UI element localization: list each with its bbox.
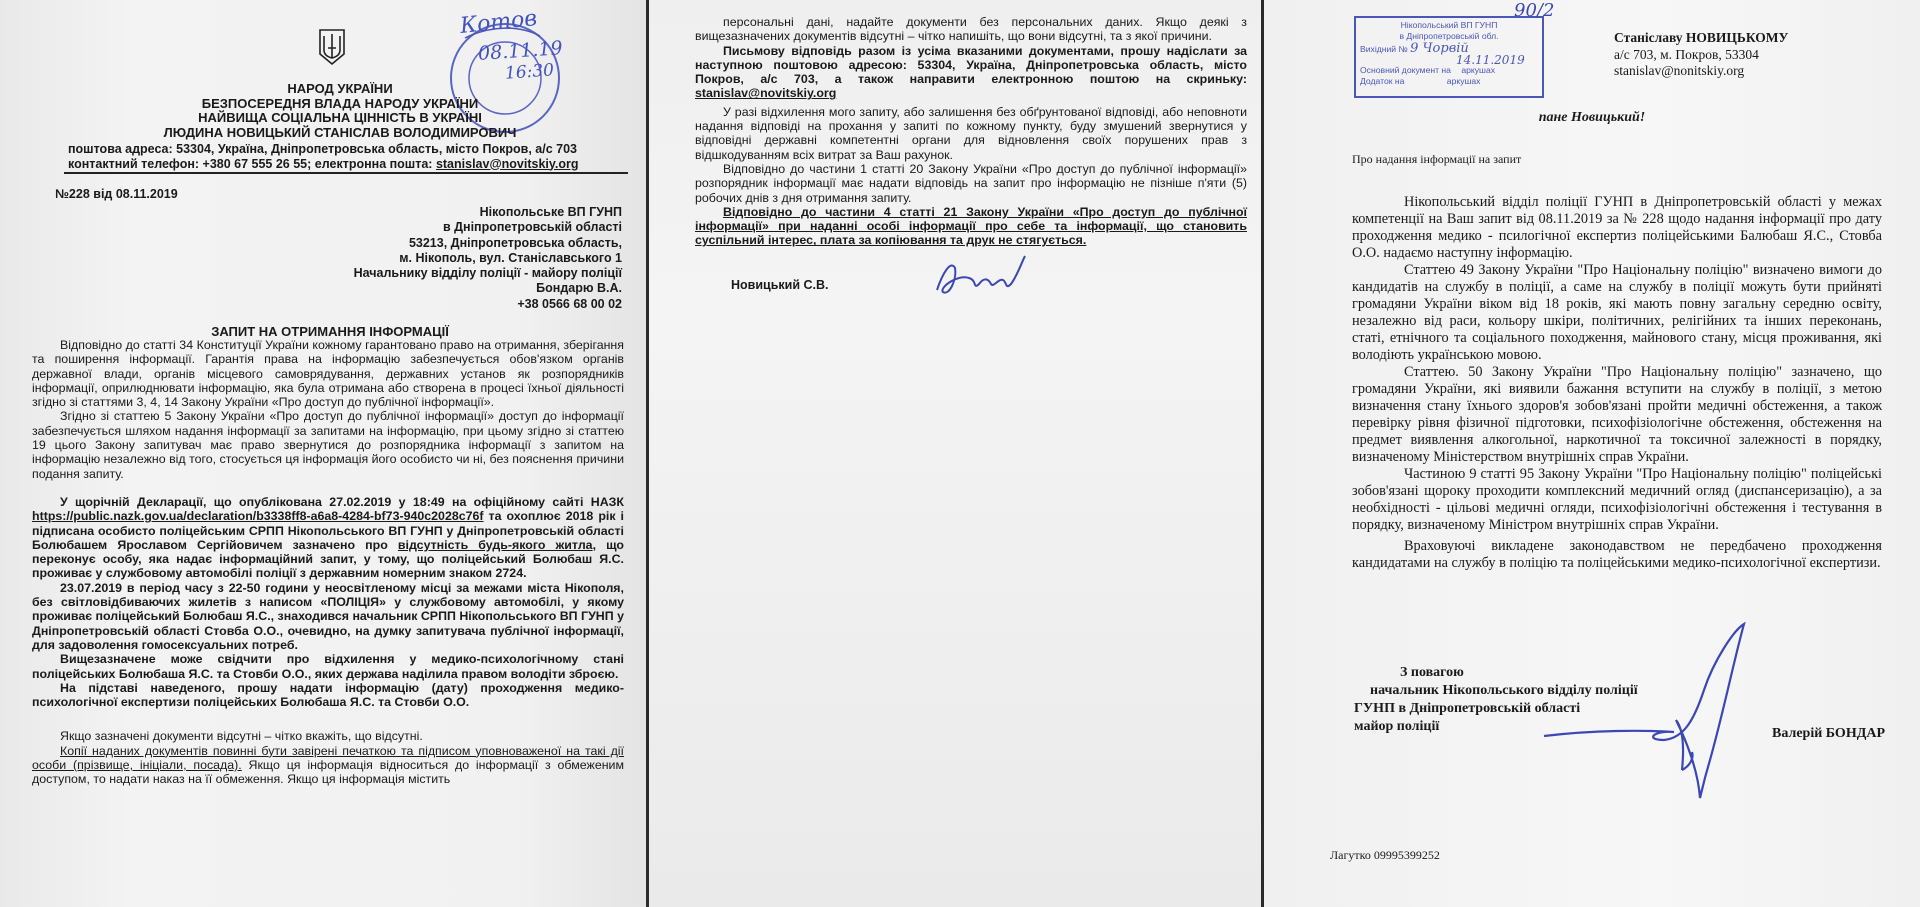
request-letter-page-2: [649, 0, 1261, 907]
handwritten-date: 08.11.19: [477, 37, 564, 65]
body-text: Якщо ця інформація відноситься до інформації з обмеженим доступом, то надати наказ на її обмеження. Якщо ця інформація містить: [32, 758, 624, 787]
declaration-emphasis: відсутність будь-якого житла: [397, 537, 593, 552]
postal-address: поштова адреса: 53304, Україна, Дніпропетровська область, місто Покров, а/с 703: [68, 142, 577, 156]
reply-address-text: Письмову відповідь разом із усіма вказаними документами, прошу надіслати за наступною поштовою адресою: 53304, Україна, Дніпропетровська область, місто Покров, а/с 703, а також направити електронною поштою на скриньку:: [695, 43, 1247, 87]
stamp-label: Вихідний №: [1360, 44, 1408, 54]
recipient-line: Бондарю В.А.: [536, 281, 622, 296]
sender-address: [68, 142, 628, 174]
registration-stamp: [1354, 16, 1544, 98]
request-body: [32, 338, 624, 787]
handwritten-reg-number: 90/2: [1514, 0, 1555, 21]
body-paragraph: На підставі наведеного, прошу надати інформацію (дату) проходження медико-психологічної експертизи поліцейських Болюбаша Я.С. та Стовби О.О.: [32, 680, 624, 710]
stamp-label: аркушах: [1446, 75, 1481, 86]
addressee-address: а/с 703, м. Покров, 53304: [1614, 46, 1759, 62]
signer-name: Валерій БОНДАР: [1772, 726, 1886, 741]
body-paragraph: 23.07.2019 в період часу з 22-50 години у неосвітленому місці за межами міста Нікополя, без світловідбиваючих жилетів з написом «ПОЛІЦІЯ» у службовому автомобілі, у якому проживає поліцейський Болюбаш Я.С., знаходився начальник СРПП Нікопольського ВП ГУНП у Дніпропетровській області Стовба О.О., очевидно, на думку запитувача публічної інформації, для задоволення гомосексуальних потреб.: [32, 580, 624, 652]
closing-line: З повагою: [1400, 665, 1464, 680]
body-paragraph: персональні дані, надайте документи без персональних даних. Якщо деякі з вищезазначених документів відсутні – чітко напишіть, що вони відсутні, та з якої причини.: [695, 15, 1247, 44]
reply-paragraph: Нікопольський відділ поліції ГУНП в Дніпропетровській області у межах компетенції на Ваш запит від 08.11.2019 за № 228 щодо надання інформації про дату проходження медико - псилогічної експертиз поліцейськими Балюбаш Я.С., Стовба О.О. надаємо наступну інформацію.: [1352, 194, 1882, 261]
reply-email-link[interactable]: stanislav@novitskiy.org: [695, 86, 837, 101]
reply-paragraph: Враховуючі викладене законодавством не передбачено проходження кандидатами на службу в поліцію та поліцейськими медико-психологічної експертизи.: [1352, 538, 1882, 571]
addressee-name: Станіславу НОВИЦЬКОМУ: [1614, 30, 1789, 45]
trident-emblem-icon: [318, 28, 346, 66]
addressee-block: [1614, 30, 1788, 80]
declaration-text: та охоплює 2018 рік і підписана особисто поліцейським СРПП Нікопольського ВП ГУНП у Дніпропетровській області Болюбашем Ярославом Сергійовичем зазначено про: [32, 509, 624, 552]
body-paragraph: Якщо зазначені документи відсутні – чітко вкажіть, що відсутні.: [60, 729, 423, 744]
reply-paragraph: Статтею. 50 Закону України "Про Національну поліцію" зазначено, що громадяни України, які виявили бажання вступити на службу в поліції, з метою визначення стану їхнього здоров'я зобов'язані пройти медичні обстеження, а також перевірку рівня фізичної підготовки, психофізіологічне обстеження, обстеження на предмет виявлення алкогольної, наркотичної та токсичної залежності в порядку, визначеному Міністерством внутрішніх справ України.: [1352, 364, 1882, 465]
letter-header: [60, 82, 620, 140]
signature-name: Новицький С.В.: [731, 278, 829, 292]
police-reply-letter: [1264, 0, 1920, 907]
stamp-row: [1356, 65, 1542, 76]
body-paragraph: Вищезазначене може свідчити про відхилення у медико-психологічному стані поліцейських Болюбаша Я.С. та Стовби О.О., яких держава наділила правом володіти зброєю.: [32, 652, 624, 681]
declaration-text: У щорічній Декларації, що опублікована 27.02.2019 у 18:49 на офіційному сайті НАЗК: [60, 494, 624, 509]
header-line: НАРОД УКРАЇНИ: [287, 81, 393, 96]
header-line: БЕЗПОСЕРЕДНЯ ВЛАДА НАРОДУ УКРАЇНИ: [201, 95, 479, 111]
reply-address-paragraph: [695, 44, 1247, 101]
reply-paragraph: Частиною 9 статті 95 Закону України "Про Національну поліцію" поліцейські зобов'язані щороку проходити комплексний медичний огляд (диспансеризацію), а за необхідності - цільові медичні огляди, психофізіологічні обстеження і тестування в порядку, визначеному Міністром внутрішніх справ України.: [1352, 466, 1882, 533]
recipient-line: Начальнику відділу поліції - майору поліції: [353, 266, 622, 281]
body-paragraph: Відповідно до частини 1 статті 20 Закону України «Про доступ до публічної інформації» розпорядник інформації має надати відповідь на запит про інформацію не пізніше п'яти (5) робочих днів з дня отримання запиту.: [695, 161, 1247, 205]
contact-email-link[interactable]: stanislav@novitskiy.org: [435, 156, 579, 171]
contact-phone: контактний телефон: +380 67 555 26 55; електронна пошта:: [68, 156, 436, 171]
handwritten-name: Котов: [458, 6, 539, 39]
body-paragraph: [32, 744, 624, 787]
closing-line: начальник Нікопольського відділу поліції: [1370, 683, 1638, 698]
stamp-label: Основний документ на: [1360, 65, 1451, 75]
closing-line: ГУНП в Дніпропетровській області: [1354, 701, 1581, 716]
handwritten-number: 16:30: [504, 60, 555, 84]
stamp-line: Нікопольський ВП ГУНП: [1400, 20, 1498, 30]
addressee-email: stanislav@nonitskiy.org: [1614, 63, 1745, 78]
body-paragraph: Відповідно до частини 4 статті 21 Закону України «Про доступ до публічної інформації» при наданні особі інформації про себе та інформації, що становить суспільний інтерес, плата за копіювання та друк не стягується.: [695, 204, 1247, 248]
stamp-row: [1356, 76, 1542, 87]
stamp-label: аркушах: [1461, 65, 1496, 75]
declaration-text: , що переконує особу, яка надає інформаційний запит, у тому, що поліцейський Болюбаш Я.С. проживає у службовому автомобілі поліції з державним номерним знаком 2724.: [32, 537, 624, 581]
recipient-line: +38 0566 68 00 02: [517, 296, 622, 311]
handwritten-signature: [929, 250, 1029, 302]
subject-line: Про надання інформації на запит: [1352, 152, 1522, 166]
stamp-handwritten-date: 14.11.2019: [1456, 52, 1525, 67]
contact-line: [64, 157, 628, 175]
body-paragraph: У разі відхилення мого запиту, або залишення без обґрунтованої відповіді, або неповноти надання відповіді на прохання у запиті по кожному пункту, буду змушений звернутися у відповідні державні компетентні органи для відновлення своїх порушених прав з відшкодуванням всіх витрат за Ваш рахунок.: [695, 104, 1247, 162]
stamp-label: Додаток на: [1360, 75, 1405, 86]
declaration-paragraph: [32, 495, 624, 581]
closing-line: майор поліції: [1354, 719, 1440, 734]
greeting: пане Новицький!: [1538, 110, 1646, 125]
recipient-block: [354, 205, 622, 312]
recipient-line: Нікопольське ВП ГУНП: [479, 205, 622, 219]
stamp-line: в Дніпропетровській обл.: [1399, 30, 1499, 41]
request-title: ЗАПИТ НА ОТРИМАННЯ ІНФОРМАЦІЇ: [211, 324, 449, 339]
request-body-continued: [695, 15, 1247, 248]
request-letter-page-1: [0, 0, 646, 907]
executor-note: Лагутко 09995399252: [1330, 848, 1440, 862]
body-paragraph: Відповідно до статті 34 Конституції України кожному гарантовано право на отримання, зберігання та поширення інформації. Гарантія права на інформацію забезпечується обов'язком органів державної влади, органів місцевого самоврядування, державних установ як розпорядників інформації, оприлюднювати інформацію, яка була отримана або створена в процесі їхньої діяльності згідно зі статтями 3, 4, 14 Закону України «Про доступ до публічної інформації».: [32, 338, 624, 410]
document-number: №228 від 08.11.2019: [55, 187, 178, 201]
reply-paragraph: Статтею 49 Закону України "Про Національну поліцію" визначено вимоги до кандидатів на службу в поліції, а саме на службу в поліції можуть бути прийняті громадяни України віком від 18 років, які мають повну загальну середню освіту, незалежно від раси, кольору шкіри, політичних, релігійних та інших переконань, статі, етнічного та соціального походження, майнового стану, місця проживання, які володіють українською мовою.: [1352, 262, 1882, 363]
body-paragraph: Згідно зі статтею 5 Закону України «Про доступ до публічної інформації» доступ до інформації забезпечується шляхом надання інформації за запитами на інформацію, при цьому згідно зі статтею 19 цього Закону запитувач має право звернутися до розпорядника інформації з запитом на інформацію незалежно від того, стосується ця інформація його особисто чи ні, без пояснення причини подання запиту.: [32, 409, 624, 481]
recipient-line: 53213, Дніпропетровська область,: [408, 235, 622, 250]
stamp-handwritten-number: 9 Чорвій: [1410, 41, 1469, 56]
certification-requirement: Копії наданих документів повинні бути завірені печаткою та підписом уповноваженої на такі дії особи (прізвище, ініціали, посада).: [32, 743, 624, 773]
header-line: ЛЮДИНА НОВИЦЬКИЙ СТАНІСЛАВ ВОЛОДИМИРОВИЧ: [163, 124, 517, 140]
declaration-link[interactable]: https://public.nazk.gov.ua/declaration/b3338ff8-a6a8-4284-bf73-940c2028c76f: [32, 509, 484, 524]
recipient-line: м. Нікополь, вул. Станіславського 1: [399, 250, 622, 265]
reply-body: [1352, 194, 1882, 572]
official-signature: [1534, 620, 1774, 820]
header-line: НАЙВИЩА СОЦІАЛЬНА ЦІННІСТЬ В УКРАЇНІ: [198, 110, 482, 125]
recipient-line: в Дніпропетровській області: [442, 220, 622, 235]
